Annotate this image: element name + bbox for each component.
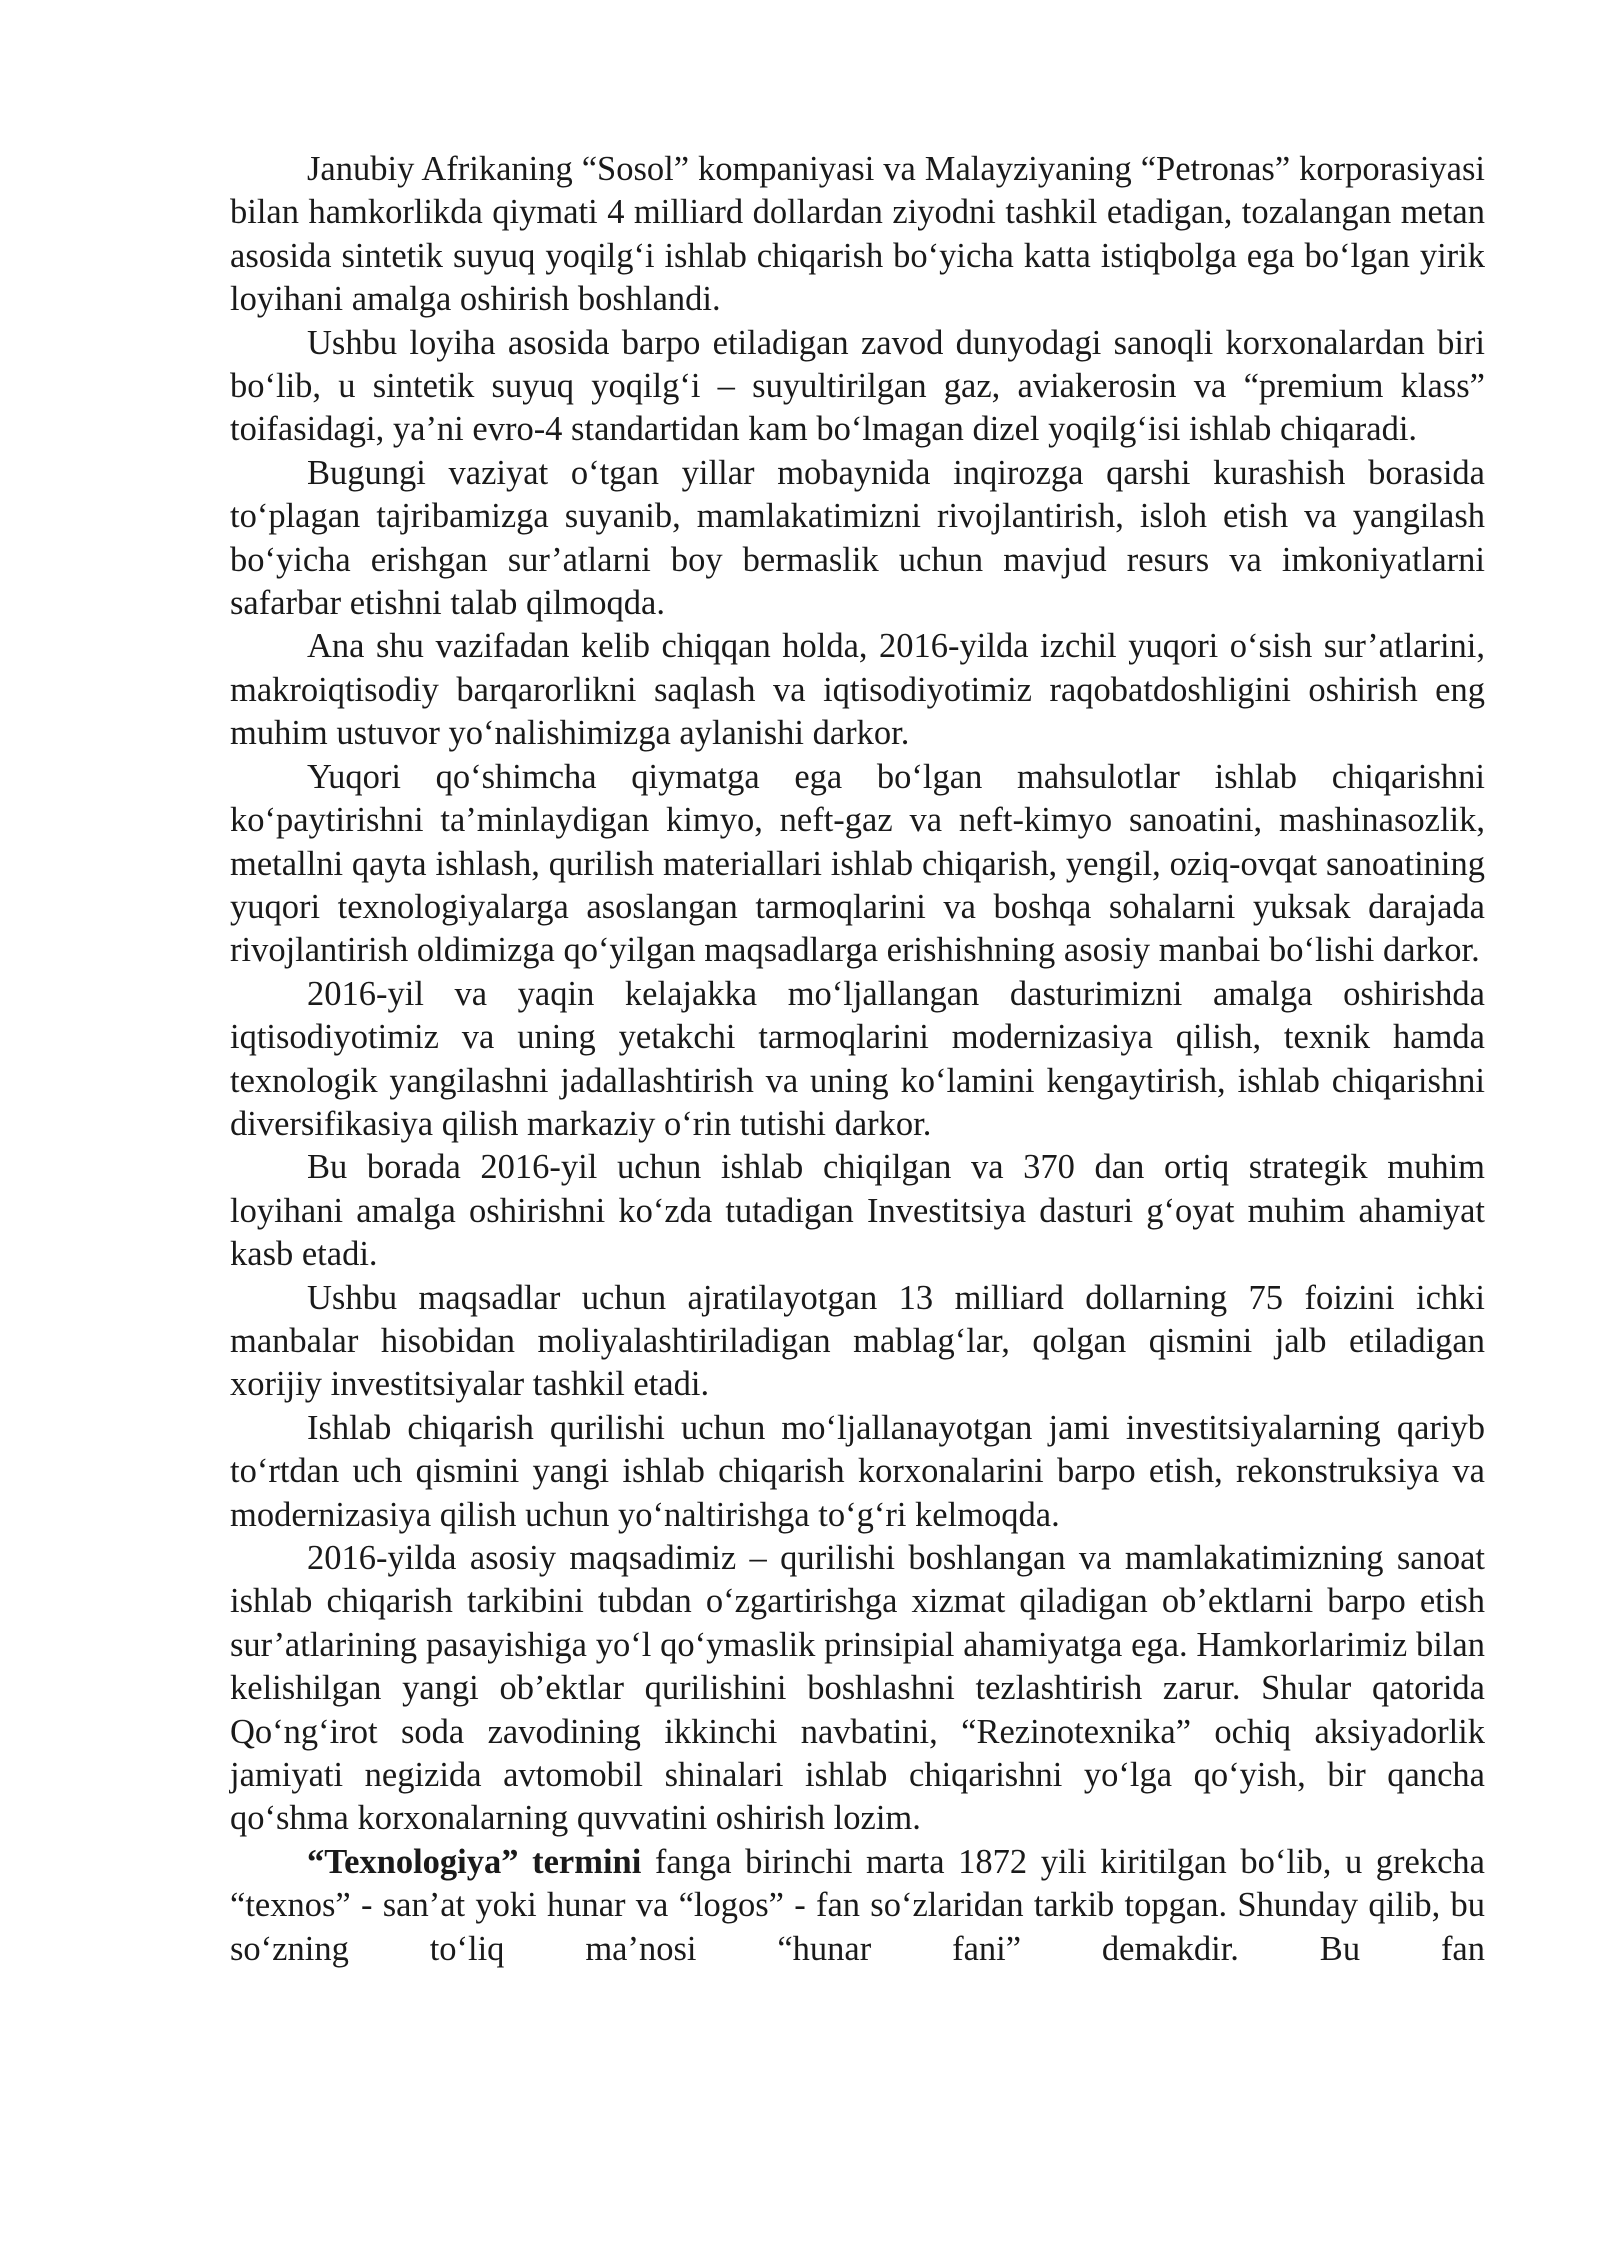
paragraph-2016-priorities: Ana shu vazifadan kelib chiqqan holda, 2016-yilda izchil yuqori o‘sish sur’atlarini, makroiqtisodiy barqarorlikni saqlash va iqtisodiyotimiz raqobatdoshligini oshirish eng muhim ustuvor yo‘nalishimizga aylanishi darkor. [230,627,1485,753]
document-page [230,148,1485,1971]
paragraph-investment-program: Bu borada 2016-yil uchun ishlab chiqilgan va 370 dan ortiq strategik muhim loyihani amalga oshirishni ko‘zda tutadigan Investitsiya dasturi g‘oyat muhim ahamiyat kasb etadi. [230,1148,1485,1274]
paragraph-2016-main-goal: 2016-yilda asosiy maqsadimiz – qurilishi boshlangan va mamlakatimizning sanoat ishlab chiqarish tarkibini tubdan o‘zgartirishga xizmat qiladigan ob’ektlarni barpo etish sur’atlarining pasayishiga yo‘l qo‘ymaslik prinsipial ahamiyatga ega. Hamkorlarimiz bilan kelishilgan yangi ob’ektlar qurilishini boshlashni tezlashtirish zarur. Shular qatorida Qo‘ng‘irot soda zavodining ikkinchi navbatini, “Rezinotexnika” ochiq aksiyadorlik jamiyati negizida avtomobil shinalari ishlab chiqarishni yo‘lga qo‘yish, bir qancha qo‘shma korxonalarning quvvatini oshirish lozim. [230,1539,1485,1838]
paragraph-current-situation: Bugungi vaziyat o‘tgan yillar mobaynida inqirozga qarshi kurashish borasida to‘plagan tajribamizga suyanib, mamlakatimizni rivojlantirish, isloh etish va yangilash bo‘yicha erishgan sur’atlarni boy bermaslik uchun mavjud resurs va imkoniyatlarni safarbar etishni talab qilmoqda. [230,453,1485,623]
paragraph-value-added-production: Yuqori qo‘shimcha qiymatga ega bo‘lgan mahsulotlar ishlab chiqarishni ko‘paytirishni ta’minlaydigan kimyo, neft-gaz va neft-kimyo sanoatini, mashinasozlik, metallni qayta ishlash, qurilish materiallari ishlab chiqarish, yengil, oziq-ovqat sanoatining yuqori texnologiyalarga asoslangan tarmoqlarini va boshqa sohalarni yuksak darajada rivojlantirish oldimizga qo‘yilgan maqsadlarga erishishning asosiy manbai bo‘lishi darkor. [230,757,1485,970]
term-definition-text: fanga birinchi marta 1872 yili kiritilgan bo‘lib, u grekcha “texnos” - san’at yoki hunar va “logos” - fan so‘zlaridan tarkib topgan. Shunday qilib, bu so‘zning to‘liq ma’nosi “hunar fani” demakdir. Bu fan [230,1842,1485,1968]
term-heading: “Texnologiya” termini [307,1842,642,1881]
paragraph-plant-description: Ushbu loyiha asosida barpo etiladigan zavod dunyodagi sanoqli korxonalardan biri bo‘lib, u sintetik suyuq yoqilg‘i – suyultirilgan gaz, aviakerosin va “premium klass” toifasidagi, ya’ni evro-4 standartidan kam bo‘lmagan dizel yoqilg‘isi ishlab chiqaradi. [230,323,1485,449]
paragraph-technology-term [230,1841,1485,1971]
paragraph-modernization: 2016-yil va yaqin kelajakka mo‘ljallangan dasturimizni amalga oshirishda iqtisodiyotimiz va uning yetakchi tarmoqlarini modernizasiya qilish, texnik hamda texnologik yangilashni jadallashtirish va uning ko‘lamini kengaytirish, ishlab chiqarishni diversifikasiya qilish markaziy o‘rin tutishi darkor. [230,974,1485,1143]
paragraph-sasol-petronas: Janubiy Afrikaning “Sosol” kompaniyasi va Malayziyaning “Petronas” korporasiyasi bilan hamkorlikda qiymati 4 milliard dollardan ziyodni tashkil etadigan, tozalangan metan asosida sintetik suyuq yoqilg‘i ishlab chiqarish bo‘yicha katta istiqbolga ega bo‘lgan yirik loyihani amalga oshirish boshlandi. [230,150,1485,319]
paragraph-production-investment: Ishlab chiqarish qurilishi uchun mo‘ljallanayotgan jami investitsiyalarning qariyb to‘rtdan uch qismini yangi ishlab chiqarish korxonalarini barpo etish, rekonstruksiya va modernizasiya qilish uchun yo‘naltirishga to‘g‘ri kelmoqda. [230,1408,1485,1534]
paragraph-funding-sources: Ushbu maqsadlar uchun ajratilayotgan 13 milliard dollarning 75 foizini ichki manbalar hisobidan moliyalashtiriladigan mablag‘lar, qolgan qismini jalb etiladigan xorijiy investitsiyalar tashkil etadi. [230,1278,1485,1404]
